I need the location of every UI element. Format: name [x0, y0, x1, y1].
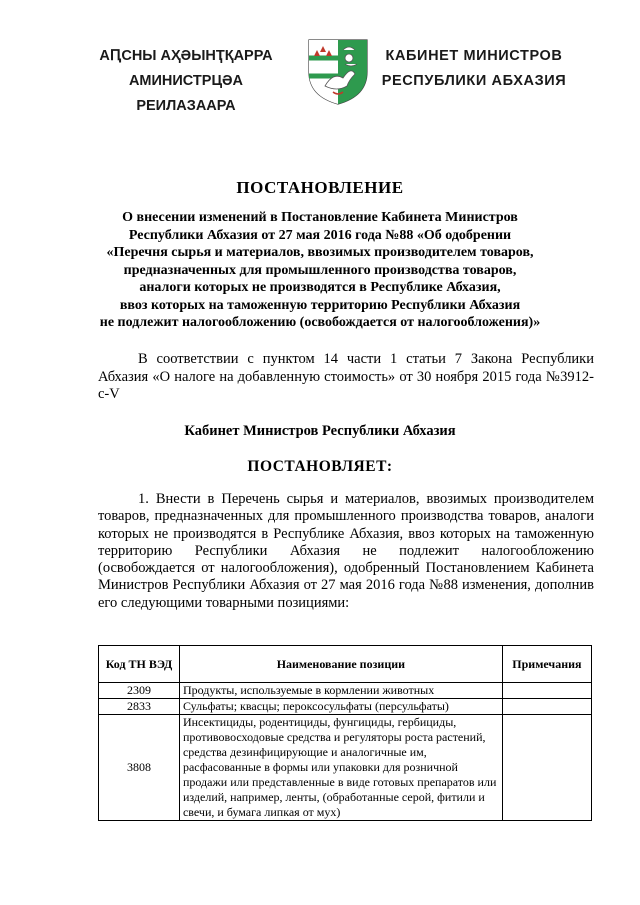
cell-name: Сульфаты; квасцы; пероксосульфаты (персульфаты): [179, 699, 502, 715]
cell-note: [502, 683, 591, 699]
document-subject: [96, 209, 544, 332]
decree-heading: ПОСТАНОВЛЯЕТ:: [247, 458, 393, 475]
cell-code: 2833: [99, 699, 180, 715]
header-right-line1: КАБИНЕТ МИНИСТРОВ: [385, 48, 563, 64]
preamble-paragraph: [98, 351, 594, 404]
table-row: [99, 699, 592, 715]
cell-note: [502, 715, 591, 821]
header-note: Примечания: [502, 646, 591, 683]
header-code: Код ТН ВЭД: [99, 646, 180, 683]
preamble-text: В соответствии с пунктом 14 части 1 статьи 7 Закона Республики Абхазия «О налоге на добавленную стоимость» от 30 ноября 2015 года №3912-с-V: [98, 351, 594, 402]
paragraph-1-text: 1. Внести в Перечень сырья и материалов, ввозимых производителем товаров, предназначенных для промышленного производства товаров, аналоги которых не производятся в Республике Абхазия, ввоз которых на таможенную территорию Республики Абхазия не подлежит налогообложению (освобождается от налогообложения), одобренный Постановлением Кабинета Министров Республики Абхазия от 27 мая 2016 года №88 изменения, дополнив его следующими товарными позициями:: [98, 491, 594, 611]
subject-line: Республики Абхазия от 27 мая 2016 года №88 «Об одобрении: [128, 227, 512, 243]
table-row: [99, 683, 592, 699]
document-title: ПОСТАНОВЛЕНИЕ: [236, 178, 404, 197]
table-header-row: [99, 646, 592, 683]
subject-line: предназначенных для промышленного производства товаров,: [123, 262, 517, 278]
subject-line: аналоги которых не производятся в Республике Абхазия,: [139, 280, 501, 295]
coat-of-arms-emblem: [303, 36, 373, 106]
table-row: [99, 715, 592, 821]
subject-line: ввоз которых на таможенную территорию Республики Абхазия: [119, 297, 521, 313]
header-left-line2: АМИНИСТРЦӘА РЕИЛАЗААРА: [128, 73, 244, 114]
header-right-line2: РЕСПУБЛИКИ АБХАЗИЯ: [381, 73, 567, 89]
cell-name: Инсектициды, родентициды, фунгициды, гербициды, противовосходовые средства и регуляторы роста растений, средства дезинфицирующие и аналогичные им, расфасованные в формы или упаковки для розничной продажи или представленные в виде готовых препаратов или изделий, например, ленты, (обработанные серой, фитили и свечи, и бумага липкая от мух): [179, 715, 502, 821]
positions-table: [98, 645, 592, 821]
cell-name: Продукты, используемые в кормлении животных: [179, 683, 502, 699]
subject-line: не подлежит налогообложению (освобождается от налогообложения)»: [99, 315, 541, 330]
cell-code: 3808: [99, 715, 180, 821]
header-left: [78, 44, 294, 119]
header-left-line1: АԤСНЫ АҲӘЫНҬҚАРРА: [99, 48, 273, 64]
cell-note: [502, 699, 591, 715]
subject-line: «Перечня сырья и материалов, ввозимых производителем товаров,: [106, 245, 534, 260]
cell-code: 2309: [99, 683, 180, 699]
subject-line: О внесении изменений в Постановление Кабинета Министров: [122, 210, 518, 225]
paragraph-1: [98, 491, 594, 612]
cabinet-heading: Кабинет Министров Республики Абхазия: [184, 423, 456, 439]
header-name: Наименование позиции: [179, 646, 502, 683]
header-right: [378, 44, 570, 94]
